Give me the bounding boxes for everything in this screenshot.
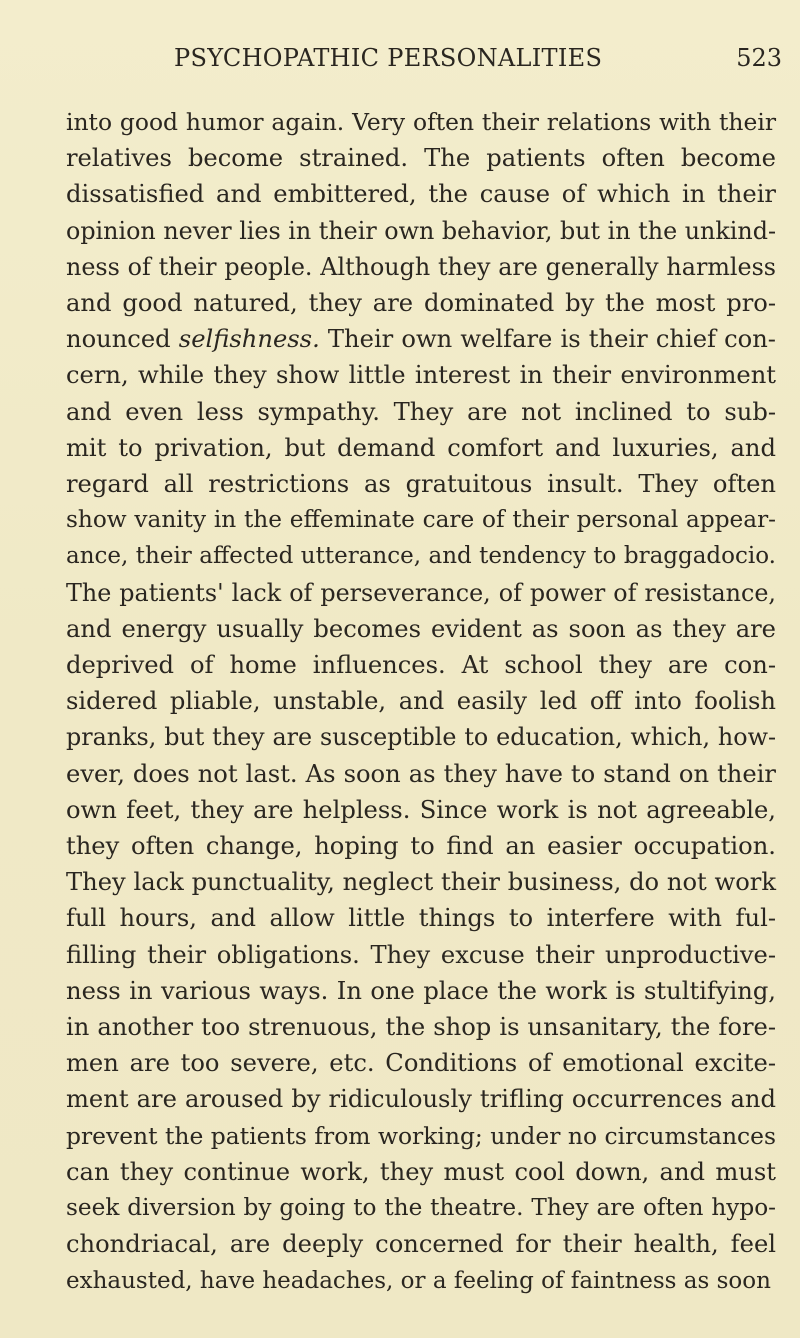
text-line: and even less sympathy. They are not inclined to sub- [66, 397, 776, 426]
text-line: ness in various ways. In one place the work is stultifying, [66, 976, 776, 1005]
text-line: into good humor again. Very often their relations with their [66, 108, 776, 136]
text-line: prevent the patients from working; under no circumstances [66, 1121, 776, 1150]
text-line: show vanity in the effeminate care of their personal appear- [66, 506, 776, 534]
text-line: men are too severe, etc. Conditions of emotional excite- [66, 1049, 776, 1078]
text-line-emphasis [66, 321, 776, 357]
text-line: ance, their affected utterance, and tendency to braggadocio. [66, 543, 776, 570]
text-line: deprived of home influences. At school they are con- [66, 651, 776, 680]
text-line: pranks, but they are susceptible to education, which, how- [66, 723, 776, 752]
text-line: regard all restrictions as gratuitous insult. They often [66, 470, 776, 499]
text-line: chondriacal, are deeply concerned for their health, feel [66, 1230, 776, 1259]
body-text [66, 104, 776, 1299]
page-number: 523 [736, 44, 782, 72]
text-line: and energy usually becomes evident as soon as they are [66, 614, 776, 643]
text-segment: nounced [66, 325, 171, 354]
text-line: ever, does not last. As soon as they have to stand on their [66, 759, 776, 788]
text-line: they often change, hoping to find an easier occupation. [66, 832, 776, 861]
text-line: sidered pliable, unstable, and easily led off into foolish [66, 687, 776, 716]
text-line: and good natured, they are dominated by the most pro- [66, 289, 776, 318]
text-line: own feet, they are helpless. Since work is not agreeable, [66, 795, 776, 824]
text-segment: Their own welfare is their chief con- [327, 325, 776, 354]
text-line: can they continue work, they must cool down, and must [66, 1157, 776, 1186]
text-line: ment are aroused by ridiculously trifling occurrences and [66, 1085, 776, 1114]
running-title: PSYCHOPATHIC PERSONALITIES [174, 44, 603, 72]
text-line: seek diversion by going to the theatre. They are often hypo- [66, 1194, 776, 1222]
text-line: exhausted, have headaches, or a feeling of faintness as soon [66, 1267, 771, 1294]
text-line: in another too strenuous, the shop is unsanitary, the fore- [66, 1013, 776, 1042]
text-line: mit to privation, but demand comfort and luxuries, and [66, 433, 776, 462]
text-line: dissatisfied and embittered, the cause of which in their [66, 180, 776, 209]
text-line: relatives become strained. The patients often become [66, 144, 776, 173]
text-line: cern, while they show little interest in their environment [66, 361, 776, 390]
running-head [0, 44, 800, 84]
emphasized-word: selfishness. [178, 325, 320, 354]
text-line: opinion never lies in their own behavior, but in the unkind- [66, 216, 777, 245]
text-line: ness of their people. Although they are generally harmless [66, 252, 776, 281]
text-line: They lack punctuality, neglect their business, do not work [66, 868, 776, 897]
text-line: The patients' lack of perseverance, of power of resistance, [66, 578, 776, 607]
text-line: full hours, and allow little things to interfere with ful- [66, 904, 776, 933]
text-line: filling their obligations. They excuse their unproductive- [66, 940, 776, 969]
